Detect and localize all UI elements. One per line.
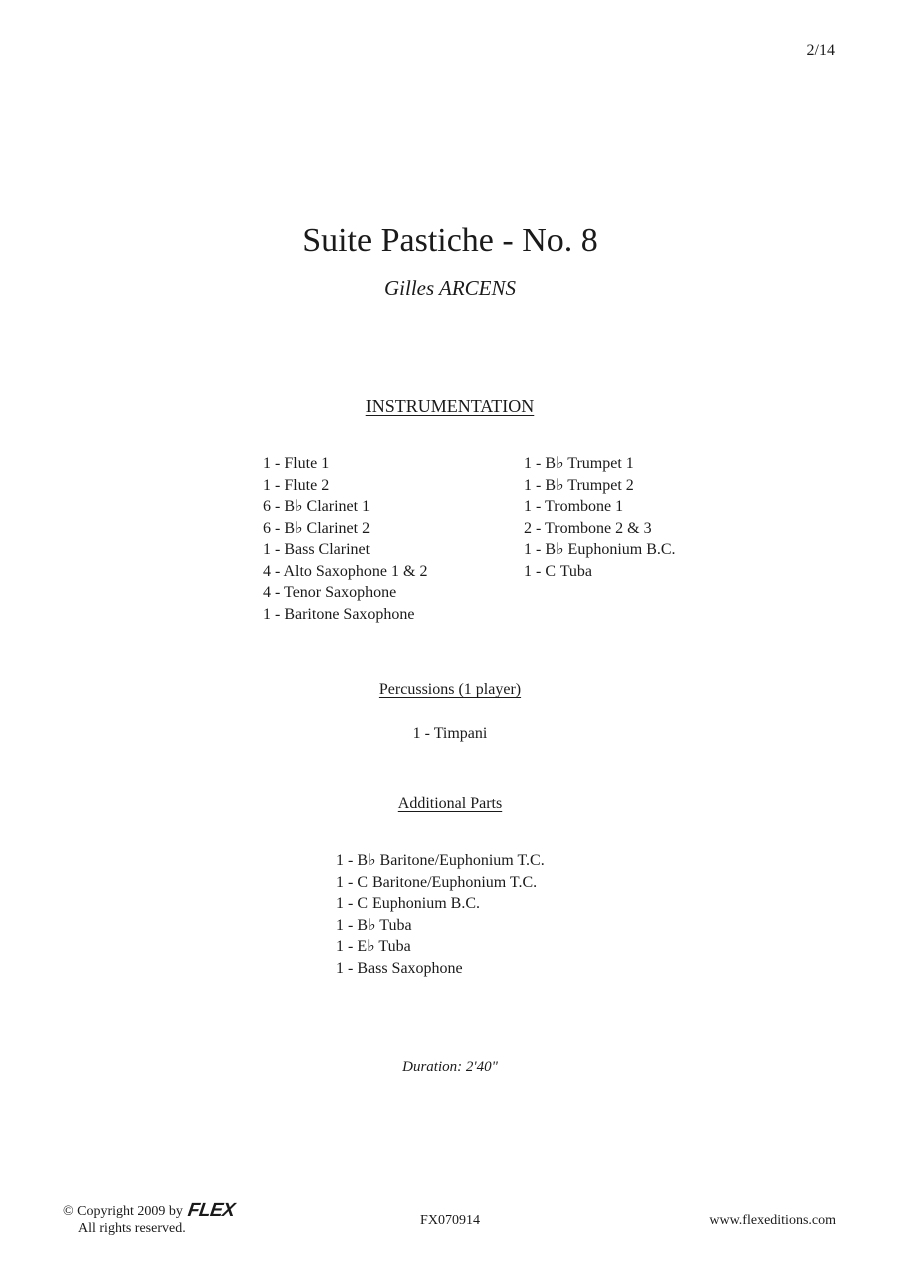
instrument-item: 1 - B♭ Euphonium B.C. [524,541,676,558]
copyright-text: © Copyright 2009 by [63,1204,183,1219]
percussions-list [0,723,900,745]
percussion-item: 1 - Timpani [412,725,488,742]
instrument-item: 1 - C Tuba [524,562,593,580]
rights-reserved: All rights reserved. [78,1221,186,1236]
additional-parts-list [336,850,545,979]
instrumentation-left-column [263,453,427,625]
percussions-heading: Percussions (1 player) [378,681,522,698]
page-number: 2/14 [806,42,835,59]
instrument-item: 1 - Trombone 1 [524,498,624,515]
instrument-item: 1 - B♭ Trumpet 2 [524,476,634,494]
instrument-item: 4 - Tenor Saxophone [263,584,397,601]
catalog-number: FX070914 [420,1213,480,1228]
instrumentation-right-column [524,453,676,582]
instrument-item: 6 - B♭ Clarinet 2 [263,519,371,537]
additional-part-item: 1 - C Baritone/Euphonium T.C. [336,873,538,891]
duration: Duration: 2'40" [402,1059,498,1075]
instrument-item: 1 - Baritone Saxophone [263,605,415,623]
additional-part-item: 1 - B♭ Baritone/Euphonium T.C. [336,852,545,869]
instrument-item: 1 - Bass Clarinet [263,541,371,558]
additional-parts-heading: Additional Parts [397,795,503,812]
instrument-item: 1 - Flute 1 [263,455,330,472]
instrument-item: 1 - Flute 2 [263,476,330,494]
additional-part-item: 1 - B♭ Tuba [336,916,412,934]
publisher-website: www.flexeditions.com [709,1213,836,1228]
flex-logo: FLEX [186,1200,237,1221]
instrumentation-heading: INSTRUMENTATION [365,396,535,416]
additional-part-item: 1 - E♭ Tuba [336,938,411,955]
instrument-item: 4 - Alto Saxophone 1 & 2 [263,562,428,580]
additional-part-item: 1 - Bass Saxophone [336,959,463,977]
page-title: Suite Pastiche - No. 8 [302,222,598,259]
instrument-item: 6 - B♭ Clarinet 1 [263,498,371,515]
instrument-item: 1 - B♭ Trumpet 1 [524,455,634,472]
composer-name: Gilles ARCENS [383,276,517,300]
instrument-item: 2 - Trombone 2 & 3 [524,519,652,537]
additional-part-item: 1 - C Euphonium B.C. [336,895,481,912]
